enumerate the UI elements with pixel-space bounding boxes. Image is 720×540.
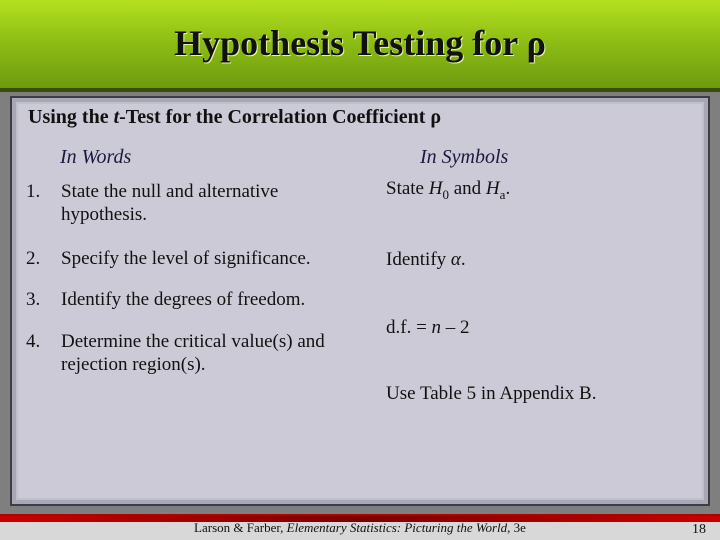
symbol-3 xyxy=(386,316,470,339)
subtitle-prefix: Using the xyxy=(28,106,114,128)
symbol-4: Use Table 5 in Appendix B. xyxy=(386,383,597,404)
symbol-text: and xyxy=(448,178,486,199)
symbol-text: State xyxy=(386,178,429,199)
symbol-h0: H xyxy=(428,178,443,199)
footer-book-title: Elementary Statistics: Picturing the World xyxy=(286,520,508,535)
step-text-cont: hypothesis. xyxy=(61,204,148,225)
symbol-text: . xyxy=(460,249,466,270)
symbol-2 xyxy=(386,248,466,271)
step-number: 1. xyxy=(26,181,41,202)
symbol-text: Identify xyxy=(386,249,451,270)
step-4 xyxy=(26,330,325,376)
step-text-cont: rejection region(s). xyxy=(61,354,206,375)
symbol-text: d.f. = xyxy=(386,317,432,338)
symbol-text: – 2 xyxy=(441,317,470,338)
symbol-suba: a xyxy=(499,186,506,202)
subtitle-suffix: -Test for the Correlation Coefficient ρ xyxy=(119,106,442,128)
step-3 xyxy=(26,288,305,311)
step-number: 4. xyxy=(26,331,41,352)
footer-edition: , 3e xyxy=(507,520,526,535)
subtitle-t: t xyxy=(113,106,120,128)
column-heading-symbols: In Symbols xyxy=(420,146,509,168)
step-text: Specify the level of significance. xyxy=(61,248,311,269)
symbol-alpha: α xyxy=(450,249,461,270)
slide-subtitle xyxy=(28,106,441,129)
footer-citation xyxy=(170,520,550,536)
step-1 xyxy=(26,180,278,226)
symbol-ha: H xyxy=(485,178,500,199)
step-text: Determine the critical value(s) and xyxy=(61,331,325,352)
step-text: Identify the degrees of freedom. xyxy=(61,289,306,310)
step-number: 2. xyxy=(26,248,41,269)
slide-title: Hypothesis Testing for ρ xyxy=(174,23,546,63)
step-number: 3. xyxy=(26,289,41,310)
symbol-sub0: 0 xyxy=(442,186,449,202)
step-2 xyxy=(26,247,311,270)
step-text: State the null and alternative xyxy=(61,181,279,202)
column-heading-words: In Words xyxy=(60,146,132,168)
page-number: 18 xyxy=(692,522,706,537)
symbol-1 xyxy=(386,177,510,206)
footer-author: Larson & Farber, xyxy=(194,520,287,535)
symbol-text: . xyxy=(505,178,511,199)
symbol-n: n xyxy=(431,317,442,338)
